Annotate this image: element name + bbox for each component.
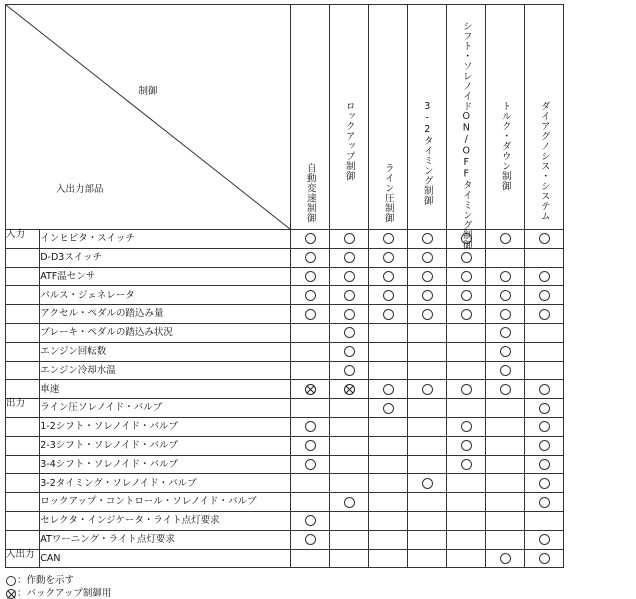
component-name: ブレーキ・ペダルの踏込み状況 bbox=[40, 323, 291, 342]
column-header-label: 3-2タイミング制御 bbox=[421, 101, 433, 206]
table-row bbox=[6, 417, 564, 436]
mark-cell bbox=[486, 474, 525, 493]
circle-icon bbox=[539, 290, 550, 301]
mark-cell bbox=[525, 361, 564, 380]
mark-cell bbox=[330, 342, 369, 361]
column-header-label: トルク・ダウン制御 bbox=[499, 101, 511, 191]
component-name: D-D3スイッチ bbox=[40, 248, 291, 267]
mark-cell bbox=[408, 530, 447, 549]
mark-cell bbox=[486, 230, 525, 249]
mark-cell bbox=[291, 267, 330, 286]
component-name: エンジン回転数 bbox=[40, 342, 291, 361]
mark-cell bbox=[447, 399, 486, 418]
component-name: アクセル・ペダルの踏込み量 bbox=[40, 305, 291, 324]
table-row bbox=[6, 342, 564, 361]
corner-label-control: 制御 bbox=[138, 86, 158, 97]
mark-cell bbox=[330, 493, 369, 512]
mark-cell bbox=[525, 549, 564, 568]
table-row bbox=[6, 248, 564, 267]
mark-cell bbox=[369, 399, 408, 418]
mark-cell bbox=[408, 455, 447, 474]
mark-cell bbox=[447, 530, 486, 549]
mark-cell bbox=[525, 323, 564, 342]
circle-icon bbox=[422, 478, 433, 489]
component-name: パルス・ジェネレータ bbox=[40, 286, 291, 305]
column-header bbox=[486, 5, 525, 230]
circle-icon bbox=[539, 384, 550, 395]
mark-cell bbox=[369, 380, 408, 399]
mark-cell bbox=[408, 305, 447, 324]
crossed-circle-icon bbox=[305, 384, 316, 395]
category-cell bbox=[6, 248, 40, 267]
circle-icon bbox=[383, 403, 394, 414]
mark-cell bbox=[291, 474, 330, 493]
mark-cell bbox=[486, 549, 525, 568]
mark-cell bbox=[291, 530, 330, 549]
mark-cell bbox=[408, 549, 447, 568]
circle-icon bbox=[305, 534, 316, 545]
corner-label-io-parts: 入出力部品 bbox=[56, 184, 104, 195]
circle-icon bbox=[305, 421, 316, 432]
category-cell bbox=[6, 436, 40, 455]
mark-cell bbox=[291, 399, 330, 418]
table-row bbox=[6, 493, 564, 512]
circle-icon bbox=[500, 309, 511, 320]
mark-cell bbox=[525, 342, 564, 361]
mark-cell bbox=[291, 380, 330, 399]
mark-cell bbox=[447, 455, 486, 474]
category-cell bbox=[6, 530, 40, 549]
component-name: インヒビタ・スイッチ bbox=[40, 230, 291, 249]
mark-cell bbox=[525, 267, 564, 286]
mark-cell bbox=[291, 230, 330, 249]
circle-icon bbox=[383, 309, 394, 320]
circle-icon bbox=[383, 290, 394, 301]
mark-cell bbox=[330, 549, 369, 568]
mark-cell bbox=[330, 474, 369, 493]
mark-cell bbox=[525, 474, 564, 493]
circle-icon bbox=[461, 440, 472, 451]
mark-cell bbox=[408, 248, 447, 267]
mark-cell bbox=[291, 455, 330, 474]
circle-icon bbox=[539, 233, 550, 244]
mark-cell bbox=[447, 493, 486, 512]
category-cell bbox=[6, 267, 40, 286]
column-header-label: 自動変速制御 bbox=[304, 163, 316, 223]
circle-icon bbox=[305, 515, 316, 526]
mark-cell bbox=[330, 267, 369, 286]
category-cell: 入出力 bbox=[6, 549, 40, 568]
mark-cell bbox=[369, 474, 408, 493]
mark-cell bbox=[525, 511, 564, 530]
circle-icon bbox=[6, 576, 16, 586]
component-name: ATワーニング・ライト点灯要求 bbox=[40, 530, 291, 549]
mark-cell bbox=[291, 361, 330, 380]
mark-cell bbox=[330, 361, 369, 380]
table-row bbox=[6, 530, 564, 549]
category-cell bbox=[6, 455, 40, 474]
mark-cell bbox=[330, 455, 369, 474]
circle-icon bbox=[461, 384, 472, 395]
circle-icon bbox=[344, 290, 355, 301]
crossed-circle-icon bbox=[344, 384, 355, 395]
mark-cell bbox=[486, 323, 525, 342]
mark-cell bbox=[447, 248, 486, 267]
legend-item-active bbox=[6, 572, 74, 586]
circle-icon bbox=[305, 440, 316, 451]
mark-cell bbox=[447, 361, 486, 380]
mark-cell bbox=[369, 493, 408, 512]
circle-icon bbox=[344, 233, 355, 244]
circle-icon bbox=[461, 271, 472, 282]
mark-cell bbox=[330, 417, 369, 436]
mark-cell bbox=[369, 455, 408, 474]
mark-cell bbox=[525, 455, 564, 474]
table-row bbox=[6, 361, 564, 380]
category-cell bbox=[6, 493, 40, 512]
column-header-label: シフト・ソレノイドON/OFFタイミング制御 bbox=[460, 21, 472, 250]
mark-cell bbox=[330, 230, 369, 249]
component-name: セレクタ・インジケータ・ライト点灯要求 bbox=[40, 511, 291, 530]
mark-cell bbox=[486, 380, 525, 399]
table-header-row bbox=[6, 5, 564, 230]
mark-cell bbox=[291, 511, 330, 530]
mark-cell bbox=[447, 436, 486, 455]
circle-icon bbox=[383, 252, 394, 263]
circle-icon bbox=[422, 384, 433, 395]
circle-icon bbox=[344, 497, 355, 508]
circle-icon bbox=[539, 478, 550, 489]
mark-cell bbox=[291, 286, 330, 305]
mark-cell bbox=[408, 493, 447, 512]
mark-cell bbox=[486, 511, 525, 530]
mark-cell bbox=[486, 342, 525, 361]
mark-cell bbox=[369, 342, 408, 361]
circle-icon bbox=[344, 365, 355, 376]
circle-icon bbox=[500, 233, 511, 244]
legend-text-backup: ：バックアップ制御用 bbox=[17, 588, 112, 599]
component-name: エンジン冷却水温 bbox=[40, 361, 291, 380]
circle-icon bbox=[539, 309, 550, 320]
column-header bbox=[369, 5, 408, 230]
mark-cell bbox=[369, 511, 408, 530]
circle-icon bbox=[422, 290, 433, 301]
category-cell bbox=[6, 323, 40, 342]
column-header-label: ライン圧制御 bbox=[382, 163, 394, 223]
mark-cell bbox=[369, 267, 408, 286]
mark-cell bbox=[447, 417, 486, 436]
table-row bbox=[6, 305, 564, 324]
mark-cell bbox=[447, 549, 486, 568]
circle-icon bbox=[500, 271, 511, 282]
category-cell: 出力 bbox=[6, 399, 40, 418]
mark-cell bbox=[369, 436, 408, 455]
mark-cell bbox=[291, 248, 330, 267]
component-name: ATF温センサ bbox=[40, 267, 291, 286]
mark-cell bbox=[291, 549, 330, 568]
mark-cell bbox=[330, 323, 369, 342]
circle-icon bbox=[422, 271, 433, 282]
mark-cell bbox=[408, 342, 447, 361]
circle-icon bbox=[344, 346, 355, 357]
mark-cell bbox=[486, 417, 525, 436]
mark-cell bbox=[291, 436, 330, 455]
category-cell: 入力 bbox=[6, 230, 40, 249]
circle-icon bbox=[500, 553, 511, 564]
circle-icon bbox=[539, 440, 550, 451]
circle-icon bbox=[305, 252, 316, 263]
table-body bbox=[6, 230, 564, 568]
circle-icon bbox=[539, 403, 550, 414]
column-header-label: ダイアグノシス・システム bbox=[538, 101, 550, 221]
circle-icon bbox=[344, 327, 355, 338]
category-cell bbox=[6, 361, 40, 380]
mark-cell bbox=[447, 323, 486, 342]
mark-cell bbox=[486, 493, 525, 512]
mark-cell bbox=[525, 286, 564, 305]
mark-cell bbox=[525, 248, 564, 267]
circle-icon bbox=[344, 252, 355, 263]
mark-cell bbox=[447, 511, 486, 530]
category-cell bbox=[6, 342, 40, 361]
mark-cell bbox=[525, 380, 564, 399]
mark-cell bbox=[369, 230, 408, 249]
mark-cell bbox=[291, 342, 330, 361]
circle-icon bbox=[539, 459, 550, 470]
column-header bbox=[291, 5, 330, 230]
mark-cell bbox=[486, 305, 525, 324]
mark-cell bbox=[291, 417, 330, 436]
mark-cell bbox=[447, 342, 486, 361]
mark-cell bbox=[369, 305, 408, 324]
mark-cell bbox=[330, 436, 369, 455]
circle-icon bbox=[305, 233, 316, 244]
mark-cell bbox=[369, 286, 408, 305]
mark-cell bbox=[408, 361, 447, 380]
mark-cell bbox=[486, 436, 525, 455]
circle-icon bbox=[500, 384, 511, 395]
mark-cell bbox=[369, 248, 408, 267]
table-row bbox=[6, 323, 564, 342]
component-name: CAN bbox=[40, 549, 291, 568]
mark-cell bbox=[369, 323, 408, 342]
table-row bbox=[6, 474, 564, 493]
mark-cell bbox=[369, 530, 408, 549]
mark-cell bbox=[447, 286, 486, 305]
legend-text-active: ：作動を示す bbox=[17, 575, 75, 586]
mark-cell bbox=[525, 530, 564, 549]
header-corner-cell bbox=[6, 5, 291, 230]
mark-cell bbox=[447, 474, 486, 493]
circle-icon bbox=[305, 309, 316, 320]
mark-cell bbox=[525, 305, 564, 324]
table-row bbox=[6, 511, 564, 530]
circle-icon bbox=[305, 459, 316, 470]
mark-cell bbox=[369, 361, 408, 380]
circle-icon bbox=[422, 252, 433, 263]
column-header bbox=[447, 5, 486, 250]
mark-cell bbox=[408, 380, 447, 399]
circle-icon bbox=[422, 309, 433, 320]
category-cell bbox=[6, 474, 40, 493]
mark-cell bbox=[330, 286, 369, 305]
mark-cell bbox=[369, 549, 408, 568]
mark-cell bbox=[486, 455, 525, 474]
circle-icon bbox=[500, 365, 511, 376]
circle-icon bbox=[539, 271, 550, 282]
circle-icon bbox=[500, 290, 511, 301]
circle-icon bbox=[539, 497, 550, 508]
category-cell bbox=[6, 417, 40, 436]
component-name: 1-2シフト・ソレノイド・バルブ bbox=[40, 417, 291, 436]
table-row bbox=[6, 549, 564, 568]
component-name: ライン圧ソレノイド・バルブ bbox=[40, 399, 291, 418]
mark-cell bbox=[408, 436, 447, 455]
circle-icon bbox=[305, 290, 316, 301]
circle-icon bbox=[383, 384, 394, 395]
mark-cell bbox=[330, 248, 369, 267]
circle-icon bbox=[461, 459, 472, 470]
circle-icon bbox=[305, 271, 316, 282]
mark-cell bbox=[408, 267, 447, 286]
component-name: 車速 bbox=[40, 380, 291, 399]
mark-cell bbox=[408, 286, 447, 305]
component-name: ロックアップ・コントロール・ソレノイド・バルブ bbox=[40, 493, 291, 512]
column-header bbox=[525, 5, 564, 230]
io-control-table bbox=[5, 4, 564, 568]
mark-cell bbox=[447, 380, 486, 399]
circle-icon bbox=[500, 346, 511, 357]
mark-cell bbox=[525, 417, 564, 436]
circle-icon bbox=[383, 271, 394, 282]
mark-cell bbox=[447, 267, 486, 286]
mark-cell bbox=[525, 493, 564, 512]
circle-icon bbox=[539, 534, 550, 545]
mark-cell bbox=[486, 267, 525, 286]
mark-cell bbox=[486, 361, 525, 380]
component-name: 2-3シフト・ソレノイド・バルブ bbox=[40, 436, 291, 455]
mark-cell bbox=[408, 417, 447, 436]
mark-cell bbox=[486, 248, 525, 267]
component-name: 3-2タイミング・ソレノイド・バルブ bbox=[40, 474, 291, 493]
column-header bbox=[408, 5, 447, 230]
table-row bbox=[6, 230, 564, 249]
table-row bbox=[6, 286, 564, 305]
component-name: 3-4シフト・ソレノイド・バルブ bbox=[40, 455, 291, 474]
circle-icon bbox=[461, 290, 472, 301]
mark-cell bbox=[447, 305, 486, 324]
table-row bbox=[6, 267, 564, 286]
table-row bbox=[6, 436, 564, 455]
circle-icon bbox=[539, 553, 550, 564]
mark-cell bbox=[408, 511, 447, 530]
category-cell bbox=[6, 305, 40, 324]
mark-cell bbox=[525, 399, 564, 418]
mark-cell bbox=[486, 530, 525, 549]
mark-cell bbox=[291, 305, 330, 324]
column-header-label: ロックアップ制御 bbox=[343, 101, 355, 181]
mark-cell bbox=[525, 230, 564, 249]
mark-cell bbox=[330, 511, 369, 530]
mark-cell bbox=[408, 323, 447, 342]
crossed-circle-icon bbox=[6, 589, 16, 599]
circle-icon bbox=[344, 271, 355, 282]
circle-icon bbox=[461, 252, 472, 263]
mark-cell bbox=[330, 305, 369, 324]
table-row bbox=[6, 399, 564, 418]
circle-icon bbox=[461, 421, 472, 432]
mark-cell bbox=[408, 399, 447, 418]
circle-icon bbox=[461, 309, 472, 320]
mark-cell bbox=[408, 474, 447, 493]
mark-cell bbox=[486, 286, 525, 305]
circle-icon bbox=[500, 327, 511, 338]
category-cell bbox=[6, 511, 40, 530]
mark-cell bbox=[525, 436, 564, 455]
circle-icon bbox=[383, 233, 394, 244]
table-row bbox=[6, 380, 564, 399]
mark-cell bbox=[330, 399, 369, 418]
category-cell bbox=[6, 380, 40, 399]
table-row bbox=[6, 455, 564, 474]
mark-cell bbox=[369, 417, 408, 436]
category-cell bbox=[6, 286, 40, 305]
mark-cell bbox=[330, 530, 369, 549]
column-header bbox=[330, 5, 369, 230]
diagonal-divider bbox=[6, 5, 290, 229]
mark-cell bbox=[408, 230, 447, 249]
circle-icon bbox=[344, 309, 355, 320]
mark-cell bbox=[330, 380, 369, 399]
mark-cell bbox=[486, 399, 525, 418]
mark-cell bbox=[291, 493, 330, 512]
circle-icon bbox=[422, 233, 433, 244]
circle-icon bbox=[539, 421, 550, 432]
mark-cell bbox=[291, 323, 330, 342]
